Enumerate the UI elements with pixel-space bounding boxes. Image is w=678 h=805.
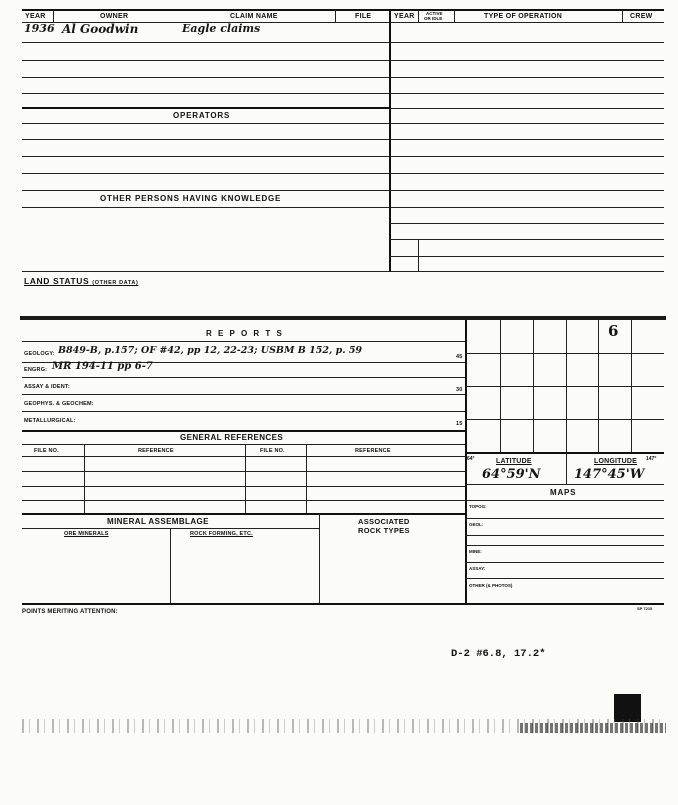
geophys-label: GEOPHYS. & GEOCHEM: (24, 401, 94, 407)
grid-row (465, 386, 664, 387)
maps-title-rule (465, 500, 664, 501)
right-row-line (389, 108, 664, 109)
owner-entry-claim: Eagle claims (182, 22, 261, 35)
land-status-title (24, 276, 138, 286)
gr-col-divider (306, 444, 307, 514)
right-row-line (389, 93, 664, 94)
margin-30: 30 (456, 387, 463, 393)
header-file: FILE (355, 13, 372, 20)
col-divider-main (389, 9, 391, 271)
points-meriting-attention: POINTS MERITING ATTENTION: (22, 609, 118, 615)
header-claim-name: CLAIM NAME (230, 13, 278, 20)
other-persons-title: OTHER PERSONS HAVING KNOWLEDGE (100, 194, 282, 203)
right-row-line (389, 139, 664, 140)
right-row-line (389, 256, 664, 257)
header-or-idle: OR IDLE (424, 16, 443, 21)
operators-title-rule (22, 123, 389, 124)
assay-label: ASSAY & IDENT: (24, 384, 70, 390)
operator-row-line (22, 156, 389, 157)
owner-row-line (22, 93, 389, 94)
header-type-of-operation: TYPE OF OPERATION (484, 13, 563, 20)
owner-row-line (22, 77, 389, 78)
right-row-line (389, 190, 664, 191)
header-year-2: YEAR (394, 13, 415, 20)
maps-title: MAPS (550, 488, 577, 497)
scan-black-square (614, 694, 641, 722)
gr-row-line (22, 486, 465, 487)
maps-row-line (465, 578, 664, 579)
col-divider (53, 9, 54, 22)
owner-entry-name: Al Goodwin (62, 22, 139, 36)
gr-header-rule (22, 456, 465, 457)
top-border (22, 9, 664, 11)
gr-col-divider (245, 444, 246, 514)
typed-reference: D-2 #6.8, 17.2* (451, 648, 546, 660)
reports-title-rule (22, 341, 465, 342)
right-row-line (389, 123, 664, 124)
engrg-value: MR 194-11 pp 6-7 (52, 361, 153, 372)
mineral-assemblage-title: MINERAL ASSEMBLAGE (107, 517, 209, 526)
right-row-line (389, 173, 664, 174)
lon-margin: 147° (646, 456, 657, 462)
engrg-label: ENGRG: (24, 367, 48, 373)
gr-row-line (22, 500, 465, 501)
form-number: SP 7215 (637, 606, 653, 611)
latitude-value: 64°59'N (482, 467, 541, 482)
owner-row-line (22, 60, 389, 61)
associated-rock-types-2: ROCK TYPES (358, 526, 410, 535)
right-row-line (389, 223, 664, 224)
grid-row (465, 419, 664, 420)
maps-row-line (465, 535, 664, 536)
grid-row (465, 353, 664, 354)
associated-rock-types-1: ASSOCIATED (358, 517, 410, 526)
reports-title: R E P O R T S (206, 329, 284, 338)
mineral-top-rule (22, 513, 465, 515)
owner-entry-year: 1936 (24, 22, 55, 35)
header-active: ACTIVE (426, 11, 443, 16)
reports-row-line (22, 411, 465, 412)
general-references-top-rule (22, 430, 465, 432)
land-status-label: LAND STATUS (24, 276, 90, 286)
right-row-line (389, 60, 664, 61)
ore-minerals-label: ORE MINERALS (64, 531, 109, 537)
longitude-value: 147°45'W (574, 467, 645, 482)
other-persons-rule (22, 207, 389, 208)
maps-mine: MINE: (469, 549, 482, 554)
maps-assay: ASSAY: (469, 566, 486, 571)
maps-geol: GEOL: (469, 522, 484, 527)
operator-row-line (22, 173, 389, 174)
rock-forming-label: ROCK FORMING, ETC. (190, 531, 253, 537)
gr-reference-1: REFERENCE (138, 448, 174, 454)
right-row-line (389, 77, 664, 78)
reports-row-line (22, 377, 465, 378)
geology-value: B849-B, p.157; OF #42, pp 12, 22-23; USBM B 152, p. 59 (58, 345, 363, 356)
gr-file-no-1: FILE NO. (34, 448, 59, 454)
land-status-top-rule (22, 271, 664, 272)
land-status-sub: (OTHER DATA) (92, 280, 139, 286)
header-crew: CREW (630, 13, 653, 20)
gr-col-divider (84, 444, 85, 514)
gr-row-line (22, 471, 465, 472)
col-divider (418, 9, 419, 22)
mineral-col-divider (319, 513, 320, 603)
scan-bar (20, 316, 666, 320)
right-col-divider (418, 239, 419, 271)
operator-row-line (22, 190, 389, 191)
mineral-col-divider (170, 528, 171, 603)
col-divider (622, 9, 623, 22)
maps-row-line (465, 518, 664, 519)
gr-file-no-2: FILE NO. (260, 448, 285, 454)
lat-margin: 64° (467, 456, 475, 462)
operators-title: OPERATORS (173, 111, 231, 120)
general-references-rule (22, 444, 465, 445)
maps-top-rule (465, 484, 664, 485)
maps-row-line (465, 562, 664, 563)
right-row-line (389, 156, 664, 157)
maps-row-line (465, 545, 664, 546)
operators-top-rule (22, 107, 389, 109)
grid-bottom (465, 452, 664, 454)
metallurgical-label: METALLURGICAL: (24, 418, 76, 424)
col-divider (454, 9, 455, 22)
operator-row-line (22, 139, 389, 140)
coord-divider (566, 452, 567, 484)
header-year: YEAR (25, 13, 46, 20)
gr-reference-2: REFERENCE (355, 448, 391, 454)
owner-row-line (22, 42, 389, 43)
margin-15: 15 (456, 421, 463, 427)
scan-noise-dark (520, 723, 666, 733)
maps-other: OTHER (& PHOTOS) (469, 583, 513, 588)
latitude-label: LATITUDE (496, 458, 532, 465)
right-row-line (389, 239, 664, 240)
right-row-line (389, 42, 664, 43)
maps-topog: TOPOG: (469, 504, 487, 509)
header-owner: OWNER (100, 13, 129, 20)
reports-row-line (22, 394, 465, 395)
grid-mark: 6 (608, 322, 619, 340)
right-row-line (389, 207, 664, 208)
longitude-label: LONGITUDE (594, 458, 638, 465)
general-references-title: GENERAL REFERENCES (180, 433, 284, 442)
bottom-block-rule (22, 603, 664, 605)
geology-label: GEOLOGY: (24, 351, 55, 357)
col-divider (335, 9, 336, 22)
margin-45: 45 (456, 354, 463, 360)
